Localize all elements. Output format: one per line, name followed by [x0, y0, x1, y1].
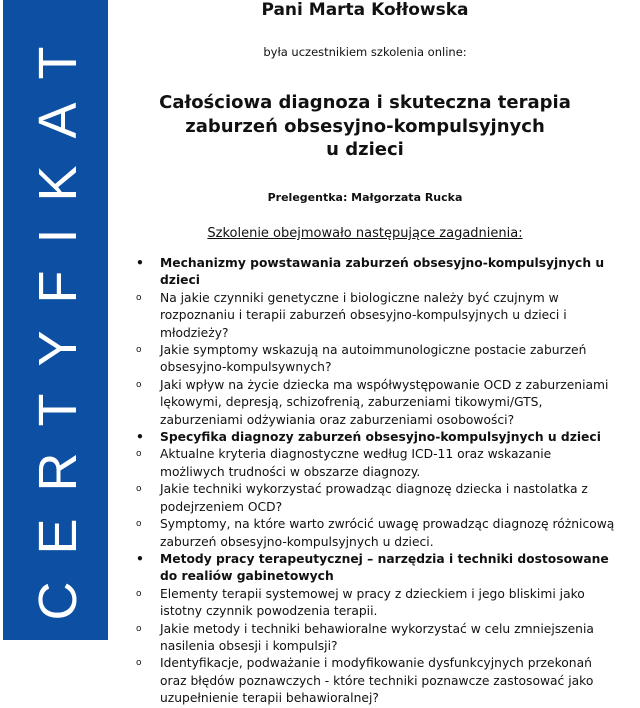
item-text: Jakie metody i techniki behawioralne wykorzystać w celu zmniejszenia nasilenia obsesji i kompulsji? [160, 621, 594, 653]
training-title-line: u dzieci [326, 139, 404, 160]
sub-bullet-marker: o [136, 292, 142, 303]
certificate-vertical-title: CERTYFIKAT [28, 19, 88, 621]
subtopic-item [136, 290, 616, 342]
subtopic-item [136, 342, 616, 377]
topic-item [136, 255, 616, 290]
topics-heading: Szkolenie obejmowało następujące zagadnienia: [207, 226, 523, 241]
item-text: Metody pracy terapeutycznej – narzędzia i techniki dostosowane do realiów gabinetowych [160, 551, 609, 584]
participation-statement: była uczestnikiem szkolenia online: [263, 45, 467, 59]
speaker: Prelegentka: Małgorzata Rucka [267, 191, 463, 204]
item-text: Elementy terapii systemowej w pracy z dzieckiem i jego bliskimi jako istotny czynnik powodzenia terapii. [160, 586, 585, 619]
training-title-line: zaburzeń obsesyjno-kompulsyjnych [185, 115, 545, 137]
item-text: Na jakie czynniki genetyczne i biologiczne należy być czujnym w rozpoznaniu i terapii zaburzeń obsesyjno-kompulsyjnych u dzieci i młodzieży? [160, 290, 567, 340]
bullet-marker: • [136, 551, 144, 566]
training-title-line: Całościowa diagnoza i skuteczna terapia [159, 92, 571, 113]
subtopic-item [136, 516, 616, 551]
item-text: Identyfikacje, podważanie i modyfikowanie dysfunkcyjnych przekonań oraz błędów poznawczych - które techniki poznawcze zastosować jako uzupełnienie terapii behawioralnej? [160, 656, 594, 706]
subtopic-item [136, 377, 616, 429]
sub-bullet-marker: o [136, 623, 142, 634]
item-text: Jakie symptomy wskazują na autoimmunologiczne postacie zaburzeń obsesyjno-kompulsywnych? [160, 343, 587, 375]
sub-bullet-marker: o [136, 449, 142, 460]
item-text: Symptomy, na które warto zwrócić uwagę prowadząc diagnozę różnicową zaburzeń obsesyjno-kompulsyjnych u dzieci. [160, 517, 615, 549]
item-text: Jaki wpływ na życie dziecka ma współwystępowanie OCD z zaburzeniami lękowymi, depresją, schizofrenią, zaburzeniami tikowymi/GTS, zaburzeniami odżywiania oraz zaburzeniami osobowości? [160, 377, 609, 427]
sub-bullet-marker: o [136, 658, 142, 669]
recipient-name: Pani Marta Kołłowska [261, 0, 469, 20]
topic-item [136, 429, 616, 446]
item-text: Mechanizmy powstawania zaburzeń obsesyjno-kompulsyjnych u dzieci [160, 256, 605, 288]
subtopic-item [136, 446, 616, 481]
item-text: Specyfika diagnozy zaburzeń obsesyjno-kompulsyjnych u dzieci [160, 430, 601, 445]
item-text: Jakie techniki wykorzystać prowadząc diagnozę dziecka i nastolatka z podejrzeniem OCD? [160, 482, 588, 514]
sub-bullet-marker: o [136, 345, 142, 356]
subtopic-item [136, 586, 616, 621]
certificate-side-band [3, 0, 108, 640]
item-text: Aktualne kryteria diagnostyczne według ICD-11 oraz wskazanie możliwych trudności w obszarze diagnozy. [160, 447, 552, 479]
training-title [110, 91, 620, 162]
bullet-marker: • [136, 430, 144, 445]
sub-bullet-marker: o [136, 588, 142, 599]
bullet-marker: • [136, 256, 144, 270]
sub-bullet-marker: o [136, 484, 142, 495]
sub-bullet-marker: o [136, 379, 142, 390]
sub-bullet-marker: o [136, 519, 142, 530]
subtopic-item [136, 621, 616, 656]
topic-item [136, 551, 616, 586]
subtopic-item [136, 481, 616, 516]
subtopic-item [136, 655, 616, 707]
